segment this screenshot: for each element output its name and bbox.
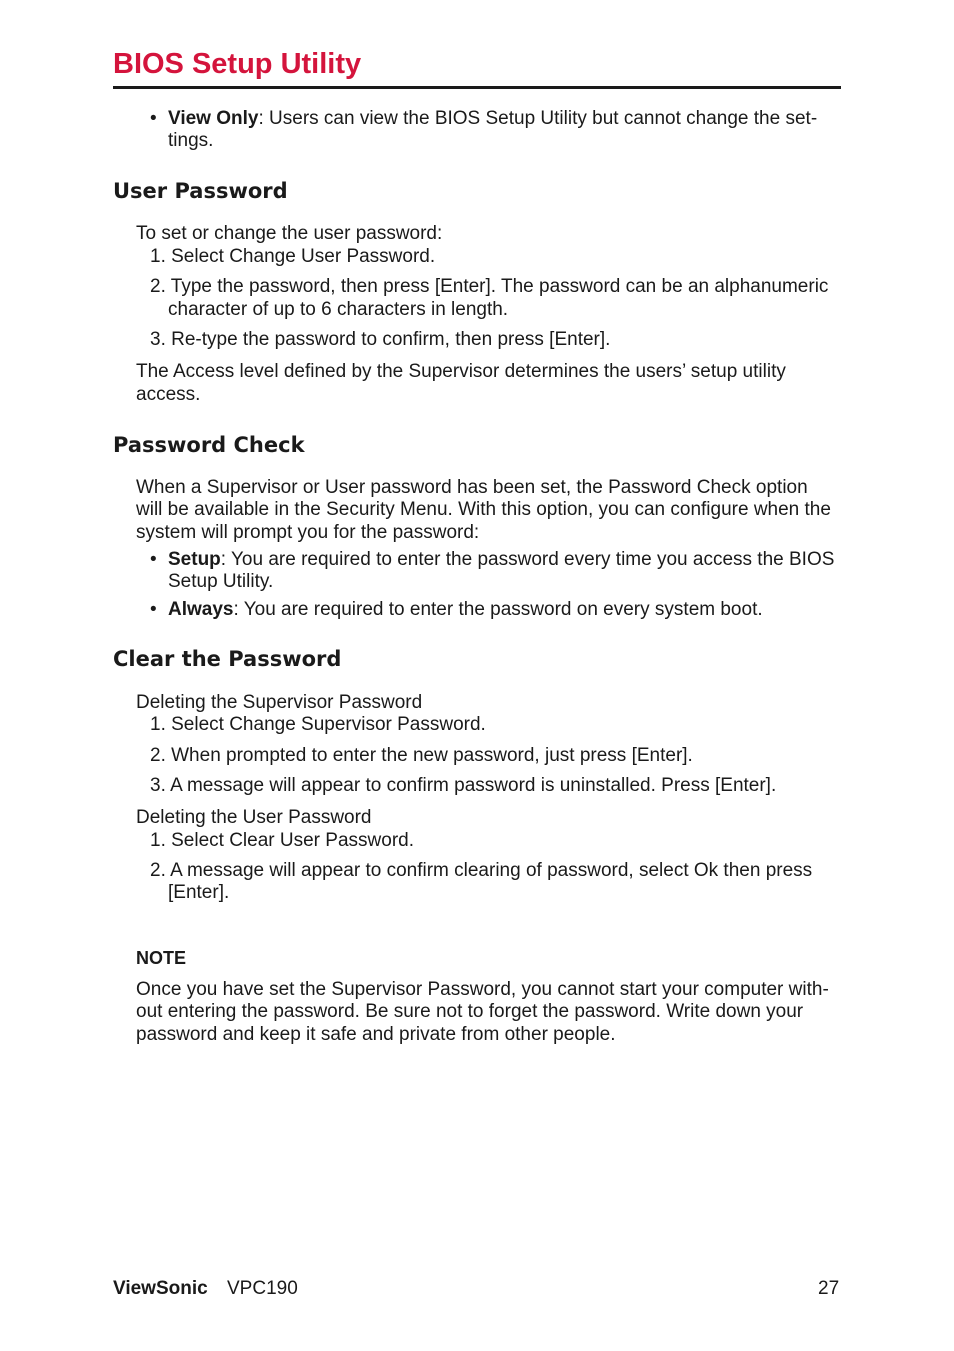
user-password-step-2-cont: character of up to 6 characters in length. bbox=[168, 299, 509, 320]
view-only-item bbox=[168, 108, 817, 130]
view-only-term: View Only bbox=[168, 108, 259, 129]
bullet-dot: • bbox=[150, 108, 157, 129]
password-check-para-2: will be available in the Security Menu. With this option, you can configure when the bbox=[136, 499, 831, 520]
footer-model: VPC190 bbox=[227, 1278, 298, 1299]
user-password-note-cont: access. bbox=[136, 384, 201, 405]
section-heading-user-password: User Password bbox=[113, 179, 288, 203]
user-password-lead: To set or change the user password: bbox=[136, 223, 443, 244]
user-step-1: 1. Select Clear User Password. bbox=[150, 830, 414, 851]
note-text-3: password and keep it safe and private from other people. bbox=[136, 1024, 616, 1045]
supervisor-lead: Deleting the Supervisor Password bbox=[136, 692, 423, 713]
bullet-dot: • bbox=[150, 599, 157, 620]
note-label: NOTE bbox=[136, 948, 187, 968]
setup-term: Setup bbox=[168, 549, 221, 570]
setup-text: : You are required to enter the password every time you access the BIOS bbox=[220, 549, 835, 570]
supervisor-step-1: 1. Select Change Supervisor Password. bbox=[150, 714, 486, 735]
user-password-step-3: 3. Re-type the password to confirm, then press [Enter]. bbox=[150, 329, 611, 350]
setup-item bbox=[168, 549, 834, 571]
user-step-2: 2. A message will appear to confirm clearing of password, select Ok then press bbox=[150, 860, 813, 881]
always-term: Always bbox=[168, 599, 234, 620]
note-text-1: Once you have set the Supervisor Password, you cannot start your computer with- bbox=[136, 979, 829, 1000]
section-heading-password-check: Password Check bbox=[113, 433, 305, 457]
user-password-step-2: 2. Type the password, then press [Enter]. The password can be an alphanumeric bbox=[150, 276, 829, 297]
note-text-2: out entering the password. Be sure not to forget the password. Write down your bbox=[136, 1001, 804, 1022]
supervisor-step-2: 2. When prompted to enter the new password, just press [Enter]. bbox=[150, 745, 693, 766]
password-check-para-1: When a Supervisor or User password has been set, the Password Check option bbox=[136, 477, 808, 498]
always-item bbox=[168, 599, 763, 621]
user-step-2-cont: [Enter]. bbox=[168, 882, 230, 903]
footer-brand: ViewSonic bbox=[113, 1278, 208, 1299]
view-only-text: : Users can view the BIOS Setup Utility but cannot change the set- bbox=[258, 108, 818, 129]
page-title: BIOS Setup Utility bbox=[113, 48, 362, 80]
user-password-step-1: 1. Select Change User Password. bbox=[150, 246, 436, 267]
bullet-dot: • bbox=[150, 549, 157, 570]
user-password-note: The Access level defined by the Supervisor determines the users’ setup utility bbox=[136, 361, 786, 382]
password-check-para-3: system will prompt you for the password: bbox=[136, 522, 480, 543]
section-heading-clear-password: Clear the Password bbox=[113, 647, 342, 671]
always-text: : You are required to enter the password on every system boot. bbox=[233, 599, 763, 620]
user-lead: Deleting the User Password bbox=[136, 807, 372, 828]
setup-text-cont: Setup Utility. bbox=[168, 571, 274, 592]
page-number: 27 bbox=[818, 1278, 840, 1299]
view-only-text-cont: tings. bbox=[168, 130, 214, 151]
supervisor-step-3: 3. A message will appear to confirm password is uninstalled. Press [Enter]. bbox=[150, 775, 777, 796]
title-rule bbox=[113, 86, 841, 89]
